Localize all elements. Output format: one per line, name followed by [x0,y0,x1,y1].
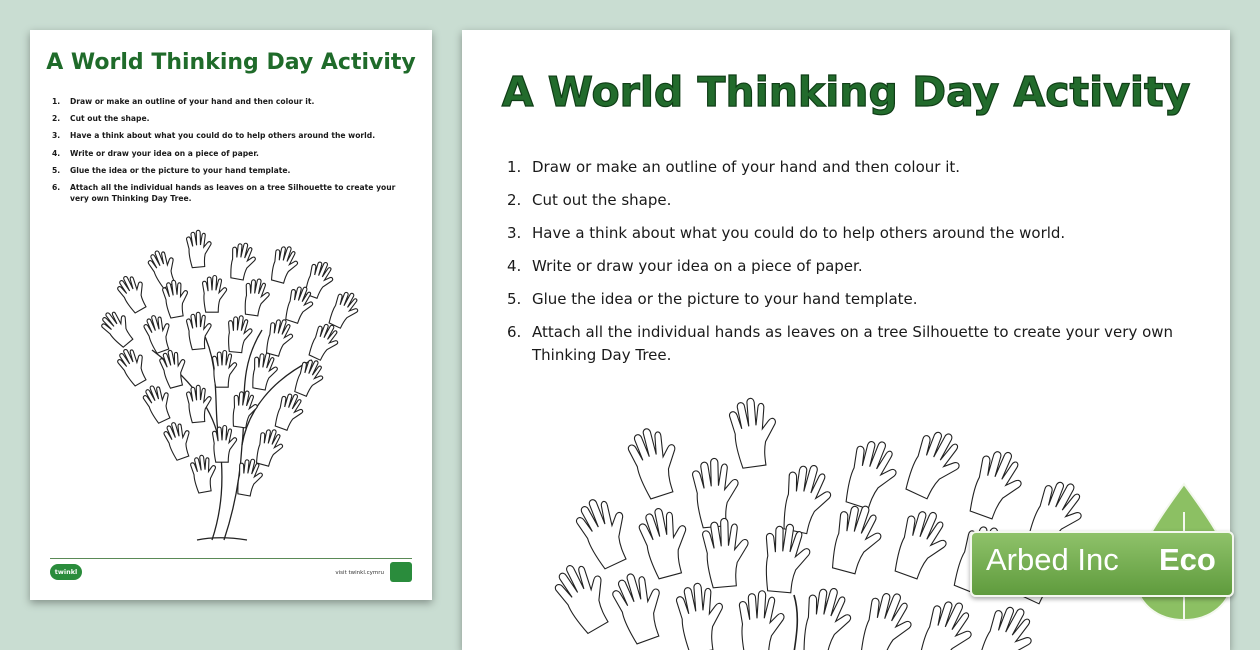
hand-outline-icon [728,395,782,469]
hand-outline-icon [272,390,307,433]
hand-outline-icon [186,384,213,423]
hand-tree-illustration [522,395,1162,650]
instruction-list [507,156,1197,377]
hand-outline-icon [798,584,856,650]
footer-url: visit twinkl.cymru [335,570,384,576]
hand-outline-icon [158,347,191,389]
hand-outline-icon [827,500,888,577]
hand-outline-icon [973,600,1042,650]
step-text: Write or draw your idea on a piece of paper. [70,148,259,158]
step-text: Cut out the shape. [70,114,150,124]
hand-outline-icon [268,244,301,286]
hand-outline-icon [624,422,688,501]
list-item [507,222,1197,245]
hand-outline-icon [97,306,139,350]
step-number: 2. [52,114,61,124]
hand-outline-icon [691,457,741,529]
step-number: 1. [507,158,522,176]
page-title: A World Thinking Day Activity [501,68,1191,116]
list-item [507,255,1197,278]
hand-outline-icon [161,419,196,462]
twinkl-logo: twinkl [50,564,82,580]
list-item [52,165,402,176]
worksheet-preview-small [30,30,432,600]
hand-outline-icon [145,246,182,289]
hand-outline-icon [230,389,259,429]
step-text: Draw or make an outline of your hand and then colour it. [532,158,961,176]
step-text: Write or draw your idea on a piece of paper. [532,257,863,275]
list-item [52,148,402,159]
step-number: 5. [52,165,61,175]
step-number: 5. [507,290,522,308]
hand-outline-icon [213,351,237,388]
hand-outline-icon [675,580,729,650]
step-number: 3. [52,131,61,141]
hand-outline-icon [636,503,697,580]
hand-outline-icon [608,567,673,646]
hand-outline-icon [242,277,271,317]
hand-outline-icon [186,311,213,350]
page-title: A World Thinking Day Activity [46,50,416,75]
step-number: 6. [52,182,61,192]
hand-outline-icon [901,425,970,506]
hand-outline-icon [114,344,153,388]
step-text: Cut out the shape. [532,191,672,209]
step-number: 2. [507,191,522,209]
step-number: 3. [507,224,522,242]
hand-outline-icon [186,229,213,268]
hand-outline-icon [840,435,904,514]
list-item [52,182,402,204]
hand-outline-icon [965,445,1030,524]
hand-outline-icon [253,427,286,469]
hand-outline-icon [226,315,253,354]
hand-outline-icon [263,317,296,359]
list-item [507,288,1197,311]
instruction-list [52,96,402,210]
step-number: 1. [52,97,61,106]
hand-outline-icon [571,491,640,572]
step-text: Glue the idea or the picture to your hand template. [70,165,291,175]
step-text: Attach all the individual hands as leaves on a tree Silhouette to create your very own Thinking Day Tree. [532,323,1174,364]
eco-badge [970,531,1234,597]
step-text: Have a think about what you could do to help others around the world. [70,131,376,141]
step-number: 4. [507,257,522,275]
hand-outline-icon [292,356,328,399]
list-item [52,130,402,141]
eco-company-name: Arbed Inc [986,542,1119,577]
hand-tree-illustration [72,220,392,550]
hand-outline-icon [549,555,622,636]
hand-outline-icon [914,595,981,650]
hand-outline-icon [228,241,258,281]
list-item [52,113,402,124]
hand-outline-icon [114,271,153,315]
step-number: 4. [52,148,61,158]
list-item [507,189,1197,212]
quality-badge-icon [390,562,412,582]
eco-label: Eco [1159,542,1216,577]
hand-outline-icon [890,505,955,584]
list-item [52,96,402,107]
footer-divider [50,558,412,559]
hand-outline-icon [855,587,919,650]
list-item [507,156,1197,179]
step-number: 6. [507,323,522,341]
hand-outline-icon [203,276,227,313]
hand-outline-icon [739,591,784,650]
step-text: Glue the idea or the picture to your hand template. [532,290,918,308]
step-text: Draw or make an outline of your hand and then colour it. [70,97,315,106]
step-text: Attach all the individual hands as leaves on a tree Silhouette to create your very own Thinking Day Tree. [70,182,396,203]
step-text: Have a think about what you could do to help others around the world. [532,224,1066,242]
list-item [507,321,1197,367]
